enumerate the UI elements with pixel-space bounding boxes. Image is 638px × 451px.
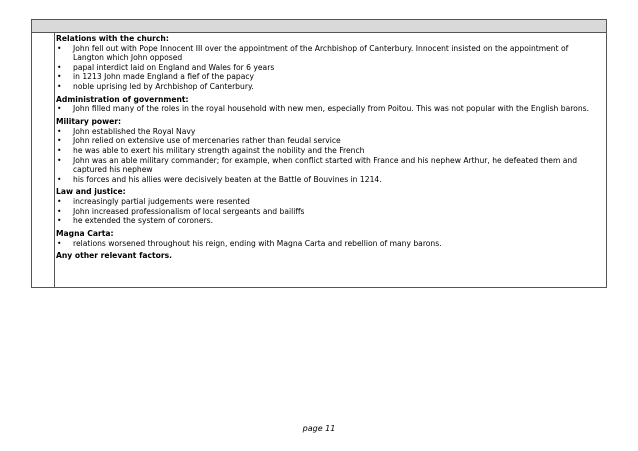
bullet-icon: • <box>57 216 62 226</box>
bullet-icon: • <box>57 174 62 184</box>
table-header-row <box>32 20 606 33</box>
bullet-list <box>56 239 600 249</box>
section-heading: Relations with the church: <box>56 34 169 43</box>
list-item-text: John increased professionalism of local sergeants and bailiffs <box>73 206 305 216</box>
section <box>56 187 600 225</box>
section-heading: Magna Carta: <box>56 229 114 239</box>
section <box>56 95 600 114</box>
bullet-icon: • <box>57 81 62 91</box>
table-content-cell <box>56 34 600 264</box>
list-item <box>56 207 600 217</box>
list-item-text: John was an able military commander; for example, when conflict started with France and his nephew Arthur, he defeated them and captured his nephew <box>73 155 578 175</box>
bullet-icon: • <box>57 238 62 248</box>
list-item <box>56 82 600 92</box>
bullet-icon: • <box>57 136 62 146</box>
bullet-list <box>56 127 600 185</box>
section <box>56 34 600 92</box>
section <box>56 251 600 261</box>
bullet-icon: • <box>57 72 62 82</box>
list-item-text: he extended the system of coroners. <box>73 216 213 226</box>
list-item <box>56 136 600 146</box>
list-item-text: John filled many of the roles in the royal household with new men, especially from Poitou. This was not popular with the English barons. <box>73 104 590 114</box>
section <box>56 229 600 248</box>
list-item <box>56 239 600 249</box>
section-heading: Any other relevant factors. <box>56 251 172 261</box>
bullet-icon: • <box>57 155 62 165</box>
list-item <box>56 44 600 63</box>
bullet-list <box>56 197 600 226</box>
list-item-text: his forces and his allies were decisively beaten at the Battle of Bouvines in 1214. <box>73 174 382 184</box>
list-item <box>56 175 600 185</box>
list-item <box>56 63 600 73</box>
bullet-icon: • <box>57 206 62 216</box>
list-item-text: John fell out with Pope Innocent III over the appointment of the Archbishop of Canterbury. Innocent insisted on the appointment of Langton which John opposed <box>73 43 569 63</box>
list-item-text: in 1213 John made England a fief of the papacy <box>73 72 255 82</box>
section-heading: Military power: <box>56 117 122 127</box>
bullet-icon: • <box>57 126 62 136</box>
list-item <box>56 197 600 207</box>
bullet-icon: • <box>57 43 62 53</box>
list-item-text: papal interdict laid on England and Wales for 6 years <box>73 62 275 72</box>
bullet-icon: • <box>57 197 62 207</box>
bullet-icon: • <box>57 145 62 155</box>
page-number: page 11 <box>302 424 336 433</box>
list-item <box>56 127 600 137</box>
list-item <box>56 104 600 114</box>
list-item-text: noble uprising led by Archbishop of Canterbury. <box>73 81 254 91</box>
content-table <box>31 19 607 288</box>
list-item <box>56 72 600 82</box>
section-heading: Administration of government: <box>56 94 189 104</box>
bullet-icon: • <box>57 104 62 114</box>
table-left-cell <box>32 32 55 287</box>
list-item <box>56 216 600 226</box>
section <box>56 117 600 184</box>
bullet-icon: • <box>57 62 62 72</box>
list-item-text: increasingly partial judgements were resented <box>73 197 250 207</box>
section-heading: Law and justice: <box>56 187 126 197</box>
list-item-text: he was able to exert his military strength against the nobility and the French <box>73 145 365 155</box>
bullet-list <box>56 44 600 92</box>
list-item-text: relations worsened throughout his reign, ending with Magna Carta and rebellion of many barons. <box>73 238 442 248</box>
bullet-list <box>56 104 600 114</box>
list-item-text: John relied on extensive use of mercenaries rather than feudal service <box>73 136 341 146</box>
list-item <box>56 156 600 175</box>
list-item <box>56 146 600 156</box>
list-item-text: John established the Royal Navy <box>73 126 196 136</box>
